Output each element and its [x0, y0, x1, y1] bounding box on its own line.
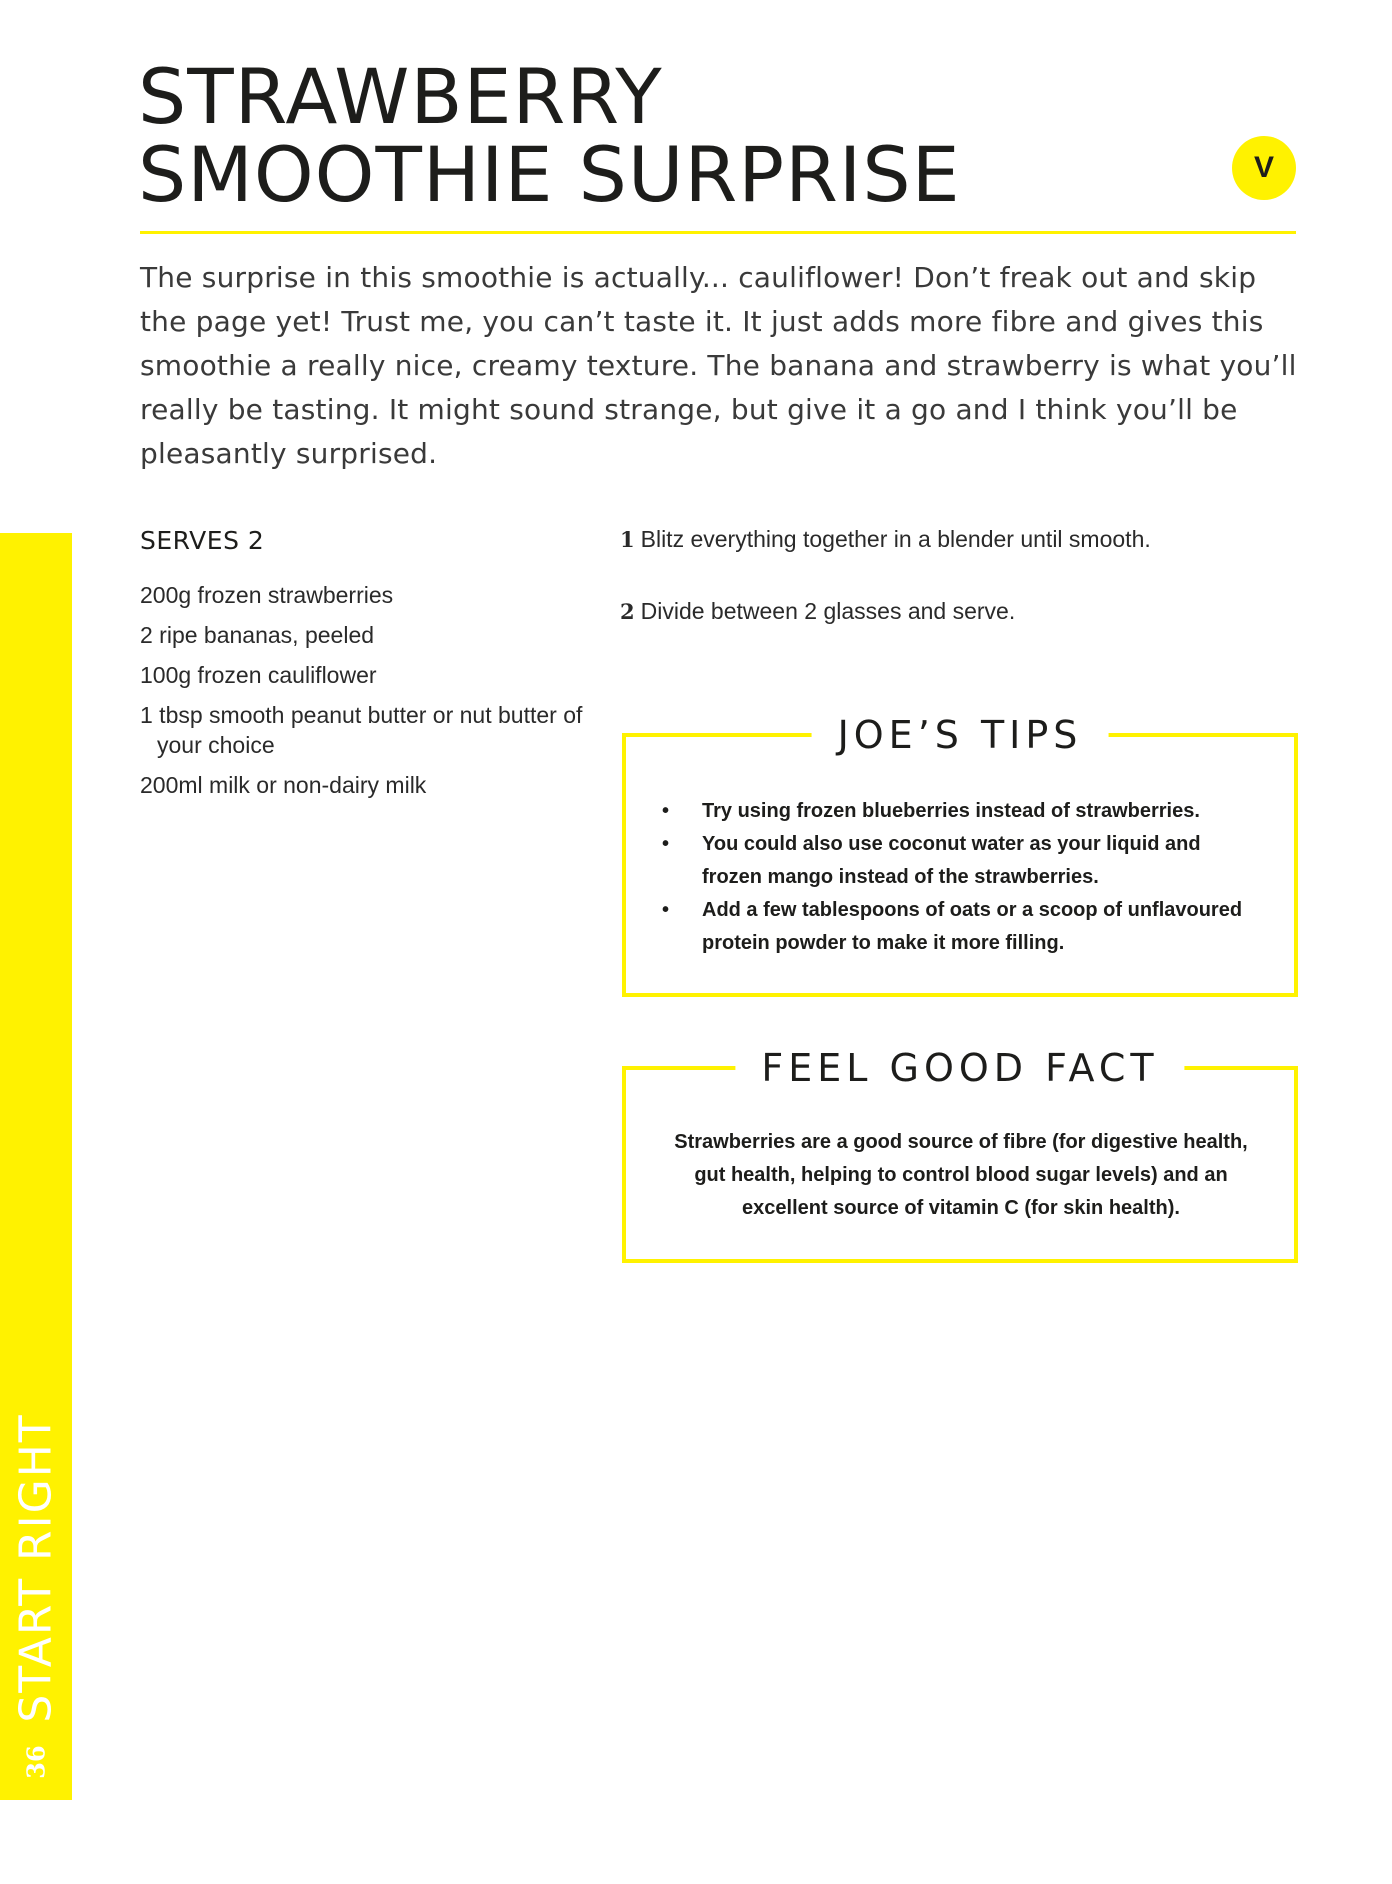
fact-heading: FEEL GOOD FACT [735, 1044, 1184, 1092]
tips-list [662, 795, 1262, 960]
tips-box [622, 713, 1298, 997]
ingredient-item: 200ml milk or non-dairy milk [140, 772, 427, 798]
step-number: 2 [620, 599, 635, 624]
ingredient-item: 1 tbsp smooth peanut butter or nut butter of your choice [140, 702, 583, 758]
section-label: START RIGHT [10, 1413, 62, 1723]
ingredient-list [140, 580, 590, 810]
ingredient-item: 2 ripe bananas, peeled [140, 622, 375, 648]
ingredient-item: 200g frozen strawberries [140, 582, 394, 608]
ingredient-item: 100g frozen cauliflower [140, 662, 377, 688]
recipe-title-line-1: STRAWBERRY [138, 52, 663, 141]
intro-paragraph: The surprise in this smoothie is actually... cauliflower! Don’t freak out and skip the page yet! Trust me, you can’t taste it. It just adds more fibre and gives this smoothie a really nice, creamy texture. The banana and strawberry is what you’ll really be tasting. It might sound strange, but give it a go and I think you’ll be pleasantly surprised. [140, 261, 1297, 470]
tip-item: • You could also use coconut water as your liquid and frozen mango instead of the strawberries. [662, 828, 1262, 894]
tips-heading: JOE’S TIPS [812, 711, 1109, 759]
recipe-title [138, 52, 961, 219]
method-step [620, 526, 1300, 598]
recipe-title-line-2: SMOOTHIE SURPRISE [138, 130, 961, 219]
serves-label: SERVES 2 [140, 526, 265, 555]
method-steps [620, 526, 1300, 670]
method-step [620, 598, 1300, 670]
fact-box [622, 1046, 1298, 1263]
step-text: Divide between 2 glasses and serve. [640, 598, 1016, 624]
step-number: 1 [620, 527, 635, 552]
fact-text: Strawberries are a good source of fibre (for digestive health, gut health, helping to control blood sugar levels) and an excellent source of vitamin C (for skin health). [674, 1131, 1248, 1219]
vegetarian-badge: V [1232, 136, 1296, 200]
tip-item: • Try using frozen blueberries instead of strawberries. [662, 795, 1262, 828]
page-number: 36 [21, 1745, 51, 1779]
step-text: Blitz everything together in a blender until smooth. [640, 526, 1151, 552]
title-divider [140, 231, 1296, 234]
tip-item: • Add a few tablespoons of oats or a scoop of unflavoured protein powder to make it more filling. [662, 894, 1262, 960]
